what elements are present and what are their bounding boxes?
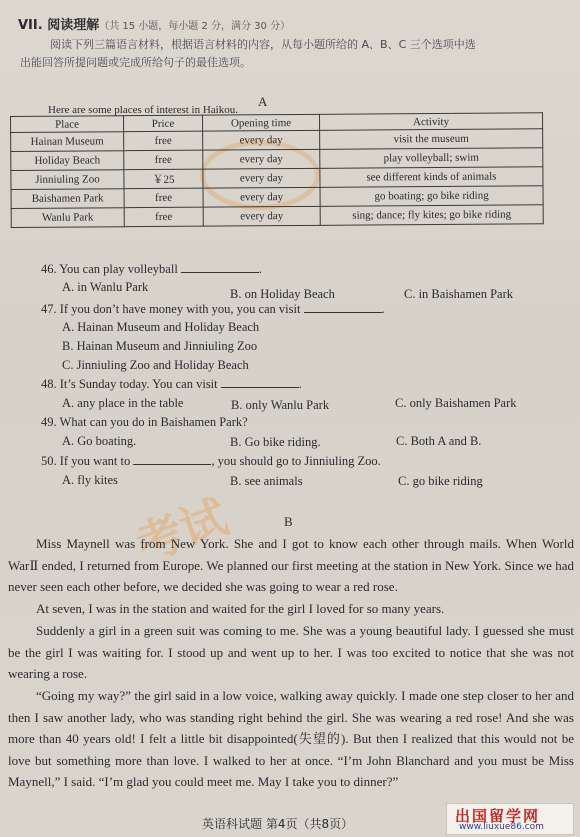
cell-price: free xyxy=(124,150,203,170)
table-caption: Here are some places of interest in Haikou. xyxy=(48,104,238,116)
section-title xyxy=(18,14,290,33)
question-50-stem xyxy=(41,454,381,469)
table-row xyxy=(11,205,543,228)
cell-opening-time: every day xyxy=(203,149,320,169)
logo-url: www.liuxue86.com xyxy=(459,822,544,832)
header-opening-time: Opening time xyxy=(202,114,319,131)
logo-name: 出国留学网 xyxy=(455,807,541,825)
question-49-option-c: C. Both A and B. xyxy=(396,434,482,448)
cell-place: Jinniuling Zoo xyxy=(11,170,124,190)
question-46-stem xyxy=(41,262,262,277)
cell-activity: play volleyball; swim xyxy=(320,148,543,169)
cell-opening-time: every day xyxy=(203,187,320,207)
cell-price: free xyxy=(124,188,203,208)
question-48-option-a: A. any place in the table xyxy=(62,396,184,410)
question-47-option-b: B. Hainan Museum and Jinniuling Zoo xyxy=(62,339,258,353)
site-logo[interactable] xyxy=(446,803,574,835)
cell-price: ￥25 xyxy=(124,169,203,189)
cell-opening-time: every day xyxy=(203,206,320,226)
question-47-text: 47. If you don’t have money with you, you can visit xyxy=(41,302,301,316)
question-46-option-a: A. in Wanlu Park xyxy=(62,280,149,294)
answer-blank xyxy=(181,262,259,273)
question-47-end: . xyxy=(381,302,385,316)
part-b-label: B xyxy=(284,514,293,529)
question-47-stem xyxy=(41,302,385,317)
passage-paragraph-3: Suddenly a girl in a green suit was coming to me. She was a young beautiful lady. I guessed she must be the girl I was waiting for. I stood up and went up to her. I was too excited to notice that she was not wearing a rose. xyxy=(8,623,574,681)
answer-blank xyxy=(133,454,211,465)
question-48-stem xyxy=(41,377,302,392)
header-activity: Activity xyxy=(319,113,542,131)
section-note: （共 15 小题，每小题 2 分，满分 30 分） xyxy=(99,21,291,32)
question-49-stem: 49. What can you do in Baishamen Park? xyxy=(41,415,248,429)
cell-place: Hainan Museum xyxy=(11,132,124,152)
cell-price: free xyxy=(124,207,203,227)
question-50-option-c: C. go bike riding xyxy=(398,474,483,488)
question-46-option-c: C. in Baishamen Park xyxy=(404,287,514,301)
header-place: Place xyxy=(11,116,124,133)
passage-paragraph-4: “Going my way?” the girl said in a low voice, walking away quickly. I made one step closer to her and then I saw another lady, who was standing right behind the girl. She was wearing a red rose! And she was more than 40 years old! I felt a little bit disappointed(失望的). But then I realized that this would not be love but something more than love. I walked to her at once. “I’m John Blanchard and you must be Miss Maynell,” I said. “I’m glad you could meet me. May I take you to dinner?” xyxy=(8,688,574,789)
cell-place: Holiday Beach xyxy=(11,151,124,171)
question-48-text: 48. It’s Sunday today. You can visit xyxy=(41,377,218,391)
cell-activity: go boating; go bike riding xyxy=(320,186,543,207)
question-48-option-c: C. only Baishamen Park xyxy=(395,396,517,410)
cell-price: free xyxy=(124,131,203,151)
question-50-end: , you should go to Jinniuling Zoo. xyxy=(211,454,381,468)
question-49-option-b: B. Go bike riding. xyxy=(230,435,321,449)
cell-activity: see different kinds of animals xyxy=(320,167,543,188)
question-49-option-a: A. Go boating. xyxy=(62,434,137,448)
cell-place: Wanlu Park xyxy=(11,208,124,228)
part-a-label: A xyxy=(258,94,268,109)
question-48-end: . xyxy=(298,377,302,391)
cell-activity: visit the museum xyxy=(320,129,543,150)
question-50-text: 50. If you want to xyxy=(41,454,131,468)
question-50-option-a: A. fly kites xyxy=(62,473,118,487)
question-46-end: . xyxy=(258,262,263,276)
question-50-option-b: B. see animals xyxy=(230,474,303,488)
passage-paragraph-2: At seven, I was in the station and waited for the girl I loved for so many years. xyxy=(36,601,445,616)
cell-opening-time: every day xyxy=(203,168,320,188)
passage-paragraph-1: Miss Maynell was from New York. She and I got to know each other through mails. When World WarⅡ ended, I returned from Europe. We planned our first meeting at the station in New York. Since we had never seen each other before, we decided she was going to wear a red rose. xyxy=(8,536,574,594)
section-title-text: VII. 阅读理解 xyxy=(18,18,100,33)
question-46-text: 46. You can play volleyball xyxy=(41,262,178,276)
instruction-line-2: 出能回答所提问题或完成所给句子的最佳选项。 xyxy=(20,56,251,69)
watermark-text: 考试 xyxy=(129,489,235,572)
answer-blank xyxy=(221,377,299,388)
question-47-option-c: C. Jinniuling Zoo and Holiday Beach xyxy=(62,358,249,372)
page-footer: 英语科试题 第4页（共8页） xyxy=(202,817,354,831)
cell-place: Baishamen Park xyxy=(11,189,124,209)
question-48-option-b: B. only Wanlu Park xyxy=(231,398,330,412)
cell-activity: sing; dance; fly kites; go bike riding xyxy=(320,205,543,226)
instruction-line-1: 阅读下列三篇语言材料，根据语言材料的内容，从每小题所给的 A、B、C 三个选项中选 xyxy=(50,38,476,51)
header-price: Price xyxy=(124,115,203,132)
question-46-option-b: B. on Holiday Beach xyxy=(230,287,335,301)
answer-blank xyxy=(304,302,382,313)
places-table xyxy=(10,112,544,228)
cell-opening-time: every day xyxy=(203,130,320,150)
question-47-option-a: A. Hainan Museum and Holiday Beach xyxy=(62,320,260,334)
